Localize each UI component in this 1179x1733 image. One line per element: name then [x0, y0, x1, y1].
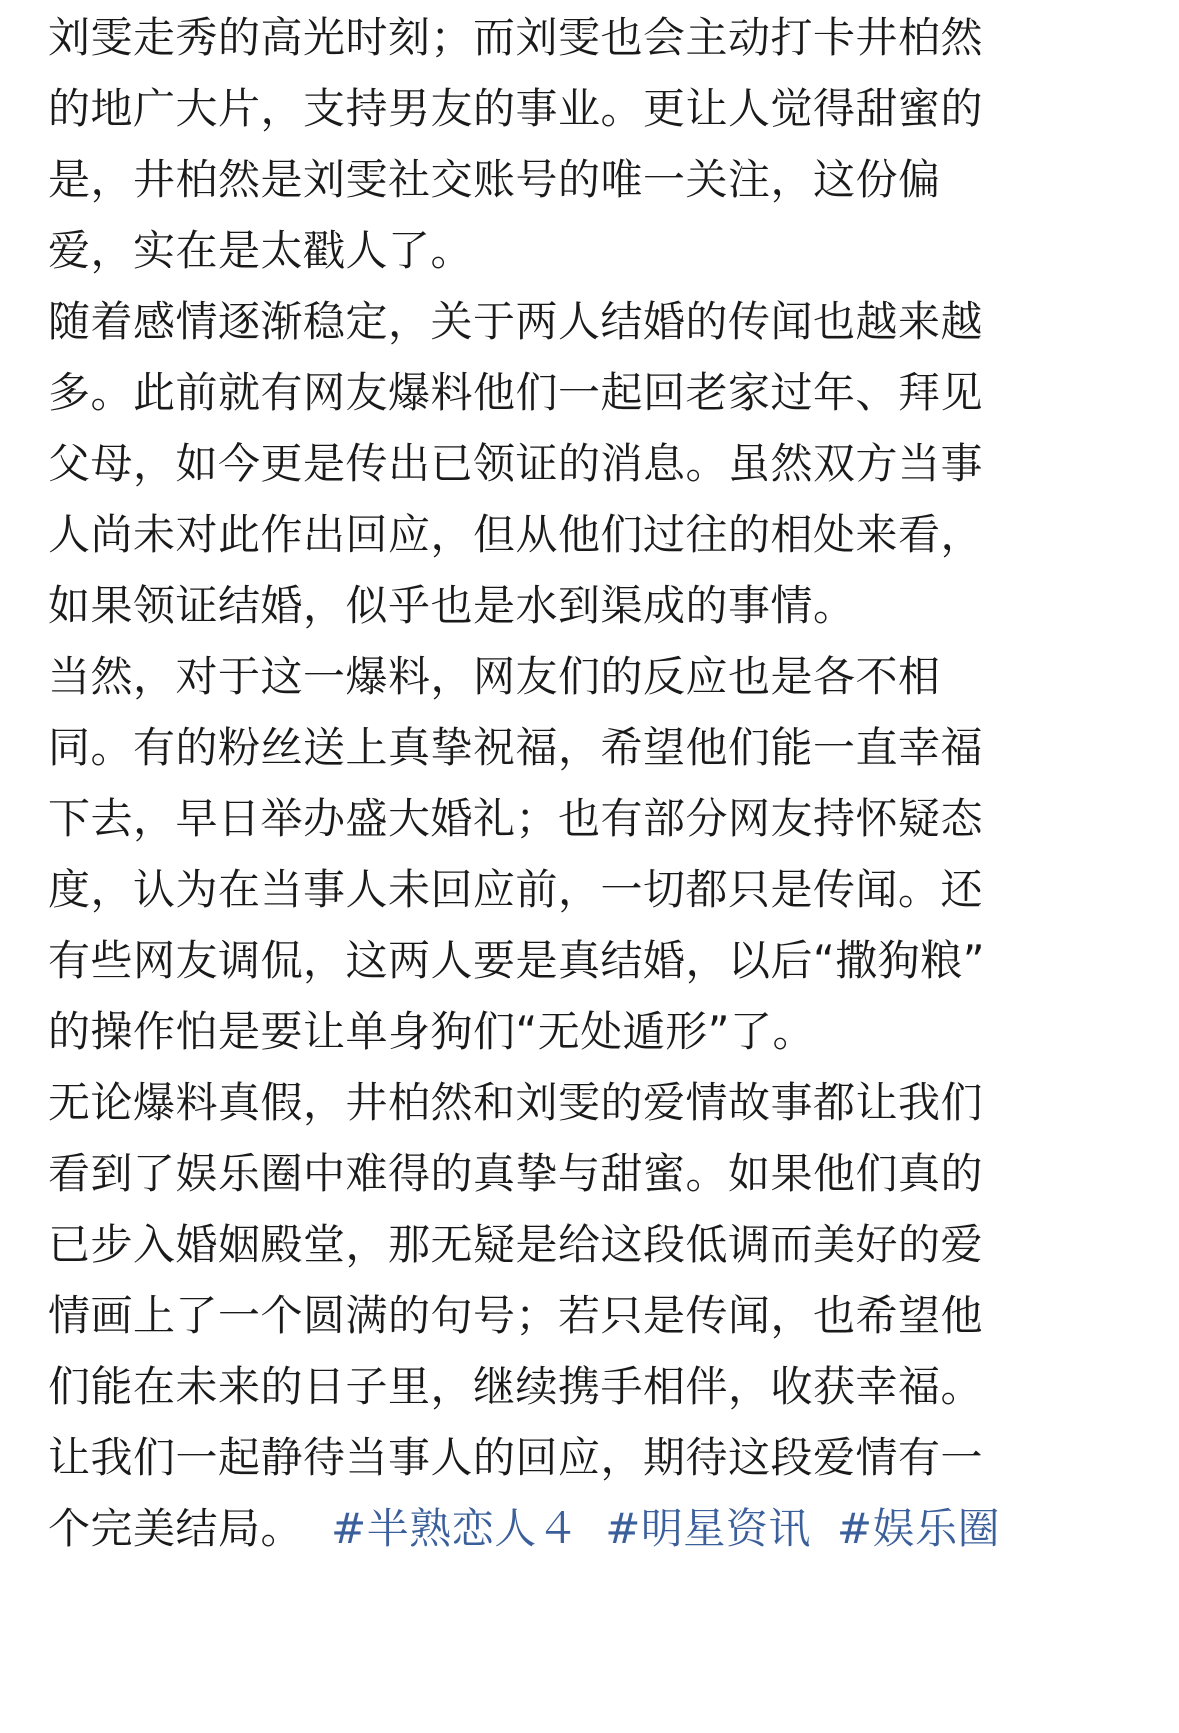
hashtag-link[interactable]: #娱乐圈: [836, 1504, 1001, 1553]
text-line: 随着感情逐渐稳定，关于两人结婚的传闻也越来越: [48, 297, 984, 346]
text-line: 下去，早日举办盛大婚礼；也有部分网友持怀疑态: [48, 794, 984, 843]
text-line: 刘雯走秀的高光时刻；而刘雯也会主动打卡井柏然: [48, 13, 984, 62]
text-line: 有些网友调侃，这两人要是真结婚，以后“撒狗粮”: [48, 936, 986, 985]
text-line: 无论爆料真假，井柏然和刘雯的爱情故事都让我们: [48, 1078, 984, 1127]
article-body: [48, 2, 1131, 1564]
text-line: 已步入婚姻殿堂，那无疑是给这段低调而美好的爱: [48, 1220, 984, 1269]
hashtag-link[interactable]: #半熟恋人４: [331, 1504, 580, 1553]
text-line: 多。此前就有网友爆料他们一起回老家过年、拜见: [48, 368, 984, 417]
text-line: 的地广大片，支持男友的事业。更让人觉得甜蜜的: [48, 84, 984, 133]
text-line: 爱，实在是太戳人了。: [48, 226, 474, 275]
text-line: 看到了娱乐圈中难得的真挚与甜蜜。如果他们真的: [48, 1149, 984, 1198]
text-line: 同。有的粉丝送上真挚祝福，希望他们能一直幸福: [48, 723, 984, 772]
text-line: 是，井柏然是刘雯社交账号的唯一关注，这份偏: [48, 155, 941, 204]
text-line: 的操作怕是要让单身狗们“无处遁形”了。: [48, 1007, 816, 1056]
text-line: 度，认为在当事人未回应前，一切都只是传闻。还: [48, 865, 984, 914]
text-line: 人尚未对此作出回应，但从他们过往的相处来看，: [48, 510, 984, 559]
hashtag-link[interactable]: #明星资讯: [605, 1504, 811, 1553]
last-line: [48, 1493, 1131, 1564]
text-line: 们能在未来的日子里，继续携手相伴，收获幸福。: [48, 1362, 984, 1411]
text-line: 情画上了一个圆满的句号；若只是传闻，也希望他: [48, 1291, 984, 1340]
text-line: 父母，如今更是传出已领证的消息。虽然双方当事: [48, 439, 984, 488]
text-line: 让我们一起静待当事人的回应，期待这段爱情有一: [48, 1433, 984, 1482]
text-line: 如果领证结婚，似乎也是水到渠成的事情。: [48, 581, 856, 630]
text-line-end: 个完美结局。: [48, 1504, 304, 1553]
text-line: 当然，对于这一爆料，网友们的反应也是各不相: [48, 652, 941, 701]
